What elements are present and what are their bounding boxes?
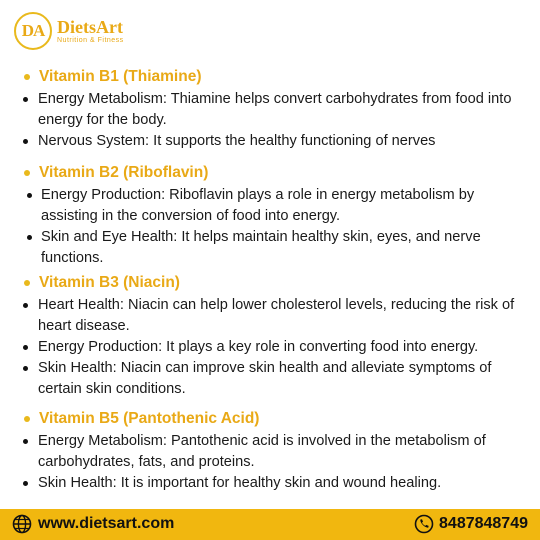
globe-icon bbox=[12, 514, 32, 534]
brand-tagline: Nutrition & Fitness bbox=[57, 37, 124, 44]
list-item: Energy Metabolism: Pantothenic acid is involved in the metabolism of carbohydrates, fats, and proteins. bbox=[0, 431, 540, 473]
bullet-icon bbox=[23, 139, 28, 144]
list-item: Skin Health: It is important for healthy skin and wound healing. bbox=[0, 473, 540, 494]
section-heading: Vitamin B2 (Riboflavin) bbox=[0, 162, 540, 184]
section-heading: Vitamin B1 (Thiamine) bbox=[0, 66, 540, 88]
section-heading: Vitamin B3 (Niacin) bbox=[0, 272, 540, 294]
section-vitamin-b3 bbox=[0, 272, 540, 400]
section-vitamin-b5 bbox=[0, 408, 540, 494]
website-text: www.dietsart.com bbox=[38, 515, 175, 532]
section-vitamin-b1 bbox=[0, 66, 540, 152]
list-item: Energy Production: It plays a key role in converting food into energy. bbox=[0, 337, 540, 358]
bullet-icon bbox=[23, 345, 28, 350]
bullet-icon bbox=[23, 366, 28, 371]
heading-bullet-icon bbox=[24, 416, 30, 422]
section-heading: Vitamin B5 (Pantothenic Acid) bbox=[0, 408, 540, 430]
heading-bullet-icon bbox=[24, 74, 30, 80]
section-vitamin-b2 bbox=[0, 162, 540, 269]
bullet-icon bbox=[27, 193, 32, 198]
list-item: Energy Production: Riboflavin plays a role in energy metabolism by assisting in the conversion of food into energy. bbox=[0, 185, 540, 227]
logo-text bbox=[57, 18, 124, 44]
list-item: Skin Health: Niacin can improve skin health and alleviate symptoms of certain skin conditions. bbox=[0, 358, 540, 400]
heading-bullet-icon bbox=[24, 170, 30, 176]
list-item: Skin and Eye Health: It helps maintain healthy skin, eyes, and nerve functions. bbox=[0, 227, 540, 269]
bullet-icon bbox=[23, 97, 28, 102]
phone-link[interactable] bbox=[414, 514, 528, 534]
phone-icon bbox=[414, 514, 434, 534]
list-item: Heart Health: Niacin can help lower cholesterol levels, reducing the risk of heart disease. bbox=[0, 295, 540, 337]
phone-text: 8487848749 bbox=[439, 515, 528, 532]
website-link[interactable] bbox=[12, 514, 174, 534]
bullet-icon bbox=[23, 439, 28, 444]
list-item: Energy Metabolism: Thiamine helps convert carbohydrates from food into energy for the body. bbox=[0, 89, 540, 131]
list-item: Nervous System: It supports the healthy functioning of nerves bbox=[0, 131, 540, 152]
brand-name: DietsArt bbox=[57, 17, 123, 37]
bullet-icon bbox=[27, 235, 32, 240]
logo-badge: DA bbox=[14, 12, 52, 50]
logo bbox=[14, 12, 124, 50]
footer-bar bbox=[0, 509, 540, 540]
heading-bullet-icon bbox=[24, 280, 30, 286]
bullet-icon bbox=[23, 303, 28, 308]
bullet-icon bbox=[23, 481, 28, 486]
